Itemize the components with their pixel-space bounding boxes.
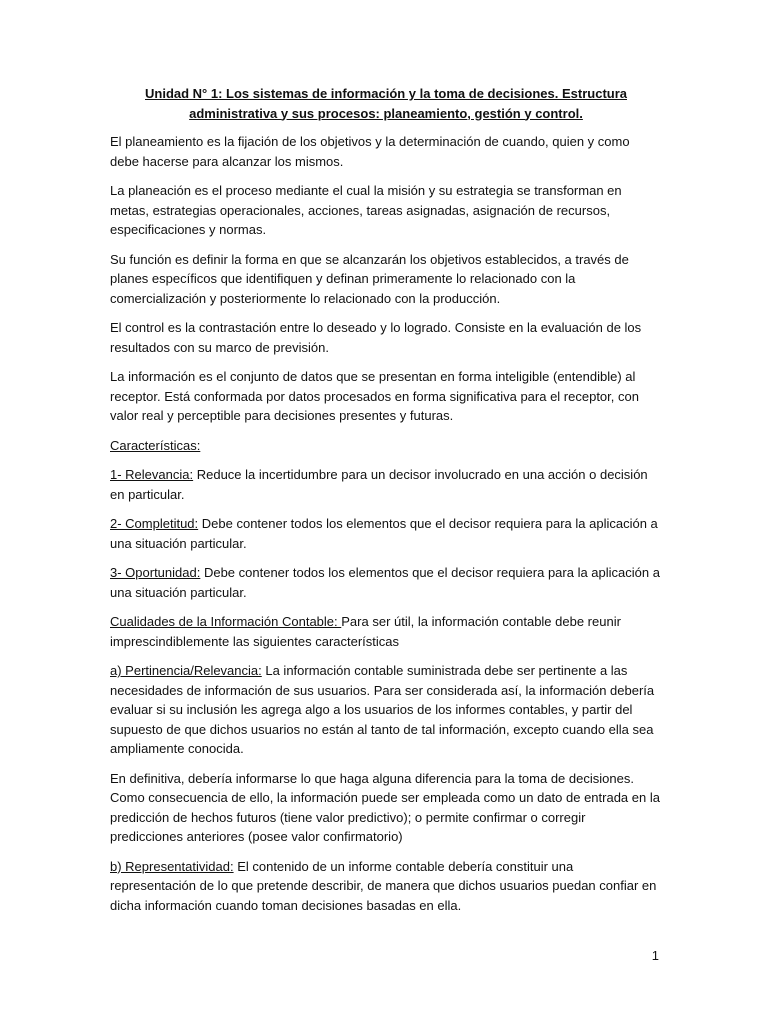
- caracteristica-completitud-text: Debe contener todos los elementos que el decisor requiera para la aplicación a una situación particular.: [110, 516, 658, 551]
- caracteristica-relevancia-label: 1- Relevancia:: [110, 467, 194, 482]
- paragraph-funcion: Su función es definir la forma en que se alcanzarán los objetivos establecidos, a través de planes específicos que identifiquen y definan primeramente lo relacionado con la comercialización y posteriormente lo relacionado con la producción.: [110, 251, 629, 306]
- document-title: Unidad N° 1: Los sistemas de información y la toma de decisiones. Estructura administrativa y sus procesos: planeamiento, gestión y control.: [145, 86, 627, 121]
- document-body: [110, 84, 662, 925]
- caracteristica-oportunidad: [110, 563, 662, 602]
- caracteristica-completitud-label: 2- Completitud:: [110, 516, 199, 531]
- paragraph-planeacion: La planeación es el proceso mediante el cual la misión y su estrategia se transforman en metas, estrategias operacionales, acciones, tareas asignadas, asignación de recursos, especificaciones y normas.: [110, 183, 622, 237]
- page-number: 1: [651, 948, 659, 963]
- pertinencia-paragraph: [110, 661, 662, 759]
- representatividad-text: El contenido de un informe contable debería constituir una representación de lo que pretende describir, de manera que dichos usuarios puedan confiar en dicha información cuando toman decisiones basadas en ella.: [110, 858, 657, 913]
- paragraph-informacion: La información es el conjunto de datos que se presentan en forma inteligible (entendible) al receptor. Está conformada por datos procesados en forma significativa para el receptor, con valor real y perceptible para decisiones presentes y futuras.: [110, 369, 639, 423]
- representatividad-label: b) Representatividad:: [110, 858, 234, 874]
- caracteristica-completitud: [110, 514, 662, 553]
- representatividad-paragraph: [110, 857, 662, 916]
- pertinencia-text: La información contable suministrada debe ser pertinente a las necesidades de información de sus usuarios. Para ser considerada así, la información debería evaluar si su inclusión les agrega algo a los usuarios de los informes contables, y partir del supuesto de que dichos usuarios no están al tanto de tal información, excepto cuando ella sea ampliamente conocida.: [110, 663, 655, 756]
- caracteristicas-heading: Características:: [110, 437, 201, 453]
- paragraph-control: El control es la contrastación entre lo deseado y lo logrado. Consiste en la evaluación de los resultados con su marco de previsión.: [110, 320, 642, 355]
- cualidades-label: Cualidades de la Información Contable:: [110, 614, 342, 629]
- pertinencia-label: a) Pertinencia/Relevancia:: [110, 663, 262, 678]
- caracteristica-oportunidad-label: 3- Oportunidad:: [110, 565, 201, 580]
- caracteristica-relevancia-text: Reduce la incertidumbre para un decisor involucrado en una acción o decisión en particular.: [110, 467, 648, 502]
- paragraph-planeamiento: El planeamiento es la fijación de los objetivos y la determinación de cuando, quien y como debe hacerse para alcanzar los mismos.: [110, 134, 630, 169]
- cualidades-text: Para ser útil, la información contable debe reunir imprescindiblemente las siguientes características: [110, 614, 621, 649]
- caracteristica-relevancia: [110, 465, 662, 504]
- definitiva-paragraph: En definitiva, debería informarse lo que haga alguna diferencia para la toma de decisiones. Como consecuencia de ello, la información puede ser empleada como un dato de entrada en la predicción de hechos futuros (tiene valor predictivo); o permite confirmar o corregir predicciones anteriores (posee valor confirmatorio): [110, 770, 660, 844]
- cualidades-paragraph: [110, 612, 662, 651]
- caracteristica-oportunidad-text: Debe contener todos los elementos que el decisor requiera para la aplicación a una situación particular.: [110, 565, 660, 600]
